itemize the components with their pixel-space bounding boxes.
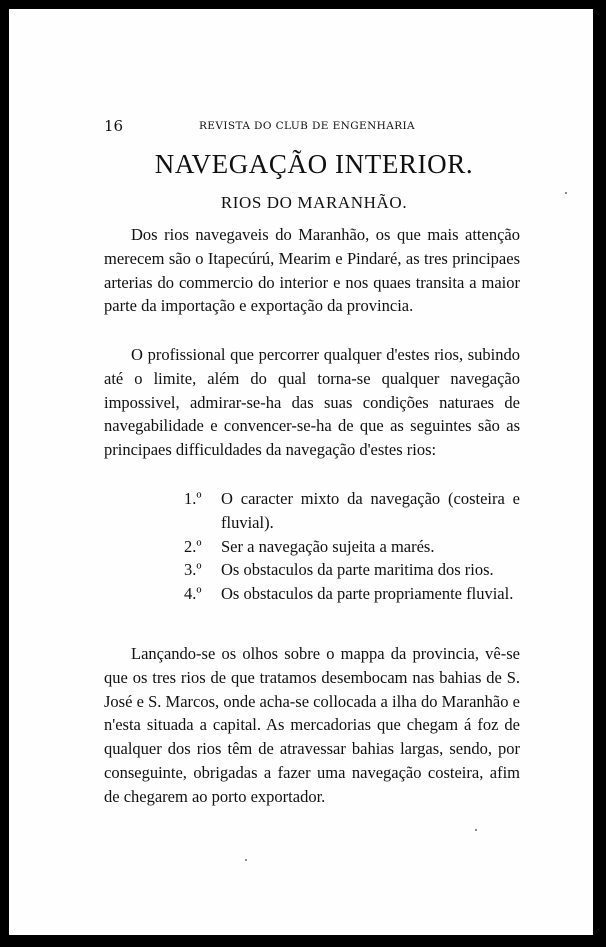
- page-header: [104, 117, 524, 135]
- list-item: [184, 535, 520, 559]
- scan-speck: [565, 192, 567, 194]
- difficulties-list: [184, 487, 520, 606]
- scan-speck: [245, 859, 247, 861]
- paragraph-2: O profissional que percorrer qualquer d'estes rios, subindo até o limite, além do qual torna-se qualquer navegação impossivel, admirar-se-ha das suas condições naturaes de navegabilidade e convencer-se-ha de que as seguintes são as principaes difficuldades da navegação d'estes rios:: [104, 345, 520, 460]
- list-item-number: 4.º: [184, 584, 202, 604]
- list-item: [184, 582, 520, 606]
- paragraph-3: Lançando-se os olhos sobre o mappa da provincia, vê-se que os tres rios de que tratamos desembocam nas bahias de S. José e S. Marcos, onde acha-se collocada a ilha do Maranhão e n'esta situada a capital. As mercadorias que chegam á foz de qualquer dos rios têm de atravessar bahias largas, sendo, por conseguinte, obrigadas a fazer uma navegação costeira, afim de chegarem ao porto exportador.: [104, 644, 520, 806]
- page-number: 16: [104, 117, 124, 135]
- scan-speck: [475, 829, 477, 831]
- list-item-number: 1.º: [184, 489, 202, 508]
- article-subtitle: RIOS DO MARANHÃO.: [220, 193, 408, 212]
- article-title: NAVEGAÇÃO INTERIOR.: [154, 149, 474, 179]
- list-item-text: Os obstaculos da parte maritima dos rios.: [221, 560, 494, 580]
- list-item-number: 3.º: [184, 560, 202, 580]
- list-item-text: Ser a navegação sujeita a marés.: [221, 536, 435, 556]
- scanned-page: [9, 9, 593, 935]
- list-item: [184, 558, 520, 582]
- list-item: [184, 487, 520, 535]
- list-item-text: Os obstaculos da parte propriamente fluvial.: [221, 584, 514, 604]
- list-item-number: 2.º: [184, 536, 202, 556]
- list-item-text: O caracter mixto da navegação (costeira e fluvial).: [221, 489, 520, 532]
- paragraph-1: Dos rios navegaveis do Maranhão, os que mais attenção merecem são o Itapecúrú, Mearim e Pindaré, as tres principaes arterias do commercio do interior e nos quaes transita a maior parte da importação e exportação da provincia.: [104, 225, 520, 316]
- running-title: REVISTA DO CLUB DE ENGENHARIA: [199, 120, 416, 132]
